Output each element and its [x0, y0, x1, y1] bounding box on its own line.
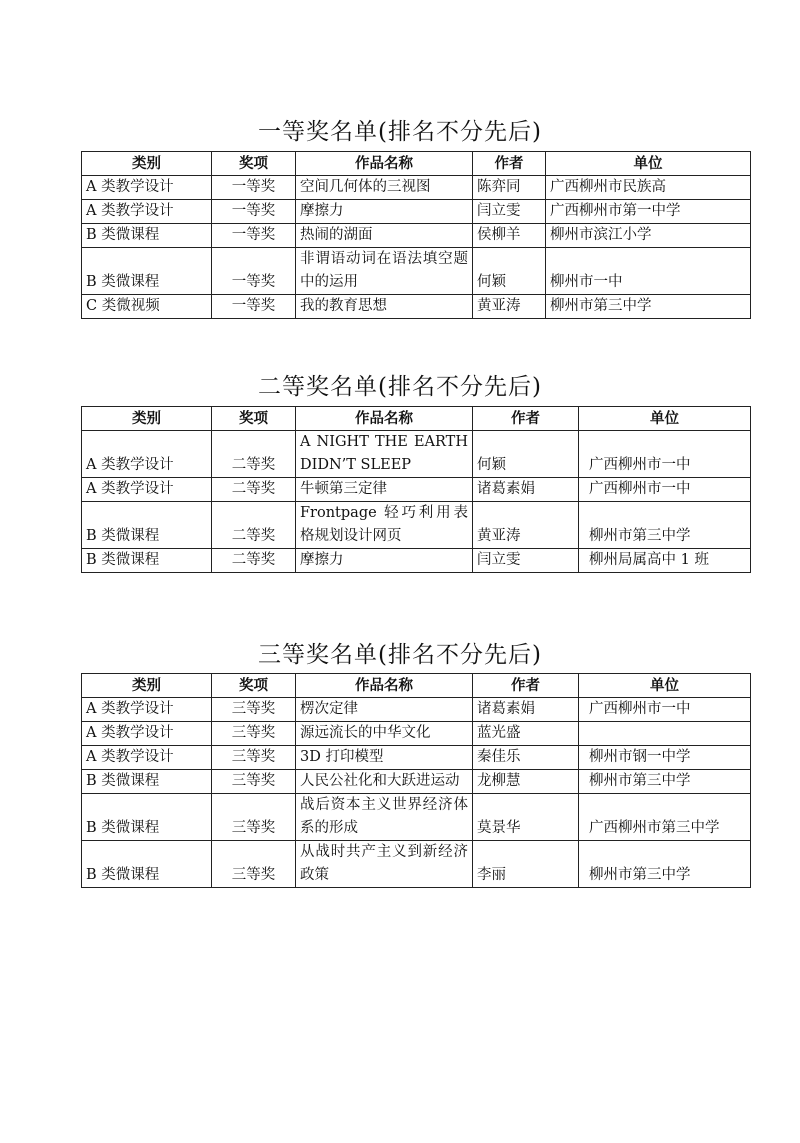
header-prize: 奖项 — [212, 152, 296, 176]
table-row — [82, 770, 751, 794]
cell-unit: 广西柳州市民族高 — [546, 176, 751, 200]
cell-author: 龙柳慧 — [473, 770, 579, 794]
cell-prize: 一等奖 — [212, 200, 296, 224]
second-prize-title: 二等奖名单(排名不分先后) — [258, 374, 542, 400]
header-unit: 单位 — [579, 674, 751, 698]
cell-prize: 三等奖 — [212, 770, 296, 794]
cell-category: B 类微课程 — [82, 841, 212, 888]
header-unit: 单位 — [579, 407, 751, 431]
cell-prize: 三等奖 — [212, 794, 296, 841]
cell-unit: 广西柳州市第三中学 — [579, 794, 751, 841]
table-row — [82, 794, 751, 841]
cell-author: 黄亚涛 — [473, 295, 546, 319]
table-row — [82, 698, 751, 722]
header-work: 作品名称 — [296, 407, 473, 431]
table-row — [82, 549, 751, 573]
third-prize-title: 三等奖名单(排名不分先后) — [258, 642, 542, 668]
table-row — [82, 841, 751, 888]
cell-work: 从战时共产主义到新经济政策 — [296, 841, 473, 888]
cell-prize: 三等奖 — [212, 722, 296, 746]
cell-unit: 柳州市第三中学 — [546, 295, 751, 319]
header-category: 类别 — [82, 152, 212, 176]
cell-prize: 一等奖 — [212, 224, 296, 248]
third-prize-table — [81, 673, 751, 888]
cell-category: A 类教学设计 — [82, 176, 212, 200]
cell-unit: 柳州局属高中 1 班 — [579, 549, 751, 573]
cell-author: 侯柳羊 — [473, 224, 546, 248]
cell-work: 热闹的湖面 — [296, 224, 473, 248]
header-prize: 奖项 — [212, 674, 296, 698]
cell-unit — [579, 722, 751, 746]
table-header-row — [82, 674, 751, 698]
header-author: 作者 — [473, 674, 579, 698]
cell-work: Frontpage 轻巧利用表格规划设计网页 — [296, 502, 473, 549]
table-header-row — [82, 407, 751, 431]
cell-unit: 柳州市滨江小学 — [546, 224, 751, 248]
cell-category: A 类教学设计 — [82, 698, 212, 722]
table-row — [82, 722, 751, 746]
cell-prize: 三等奖 — [212, 698, 296, 722]
cell-prize: 三等奖 — [212, 746, 296, 770]
cell-author: 闫立雯 — [473, 200, 546, 224]
header-work: 作品名称 — [296, 674, 473, 698]
header-prize: 奖项 — [212, 407, 296, 431]
cell-author: 莫景华 — [473, 794, 579, 841]
cell-unit: 柳州市第三中学 — [579, 770, 751, 794]
cell-category: B 类微课程 — [82, 502, 212, 549]
cell-unit: 柳州市一中 — [546, 248, 751, 295]
cell-unit: 广西柳州市一中 — [579, 478, 751, 502]
cell-unit: 柳州市第三中学 — [579, 841, 751, 888]
cell-author: 何颖 — [473, 431, 579, 478]
cell-prize: 一等奖 — [212, 248, 296, 295]
cell-work: 楞次定律 — [296, 698, 473, 722]
cell-work: 战后资本主义世界经济体系的形成 — [296, 794, 473, 841]
cell-prize: 二等奖 — [212, 502, 296, 549]
header-category: 类别 — [82, 674, 212, 698]
cell-prize: 三等奖 — [212, 841, 296, 888]
header-author: 作者 — [473, 407, 579, 431]
cell-unit: 广西柳州市第一中学 — [546, 200, 751, 224]
cell-category: B 类微课程 — [82, 224, 212, 248]
cell-category: A 类教学设计 — [82, 722, 212, 746]
table-header-row — [82, 152, 751, 176]
first-prize-table — [81, 151, 751, 319]
cell-author: 诸葛素娟 — [473, 478, 579, 502]
cell-category: B 类微课程 — [82, 248, 212, 295]
cell-author: 黄亚涛 — [473, 502, 579, 549]
cell-work: 源远流长的中华文化 — [296, 722, 473, 746]
cell-work: A NIGHT THE EARTH DIDN’T SLEEP — [296, 431, 473, 478]
second-prize-table — [81, 406, 751, 573]
cell-work: 摩擦力 — [296, 200, 473, 224]
header-category: 类别 — [82, 407, 212, 431]
cell-category: A 类教学设计 — [82, 200, 212, 224]
cell-unit: 广西柳州市一中 — [579, 698, 751, 722]
cell-author: 秦佳乐 — [473, 746, 579, 770]
cell-prize: 二等奖 — [212, 431, 296, 478]
cell-category: B 类微课程 — [82, 770, 212, 794]
cell-category: B 类微课程 — [82, 794, 212, 841]
table-row — [82, 502, 751, 549]
cell-prize: 一等奖 — [212, 295, 296, 319]
table-row — [82, 224, 751, 248]
cell-unit: 广西柳州市一中 — [579, 431, 751, 478]
cell-prize: 二等奖 — [212, 478, 296, 502]
cell-category: A 类教学设计 — [82, 478, 212, 502]
cell-category: B 类微课程 — [82, 549, 212, 573]
cell-author: 闫立雯 — [473, 549, 579, 573]
cell-category: A 类教学设计 — [82, 746, 212, 770]
cell-work: 我的教育思想 — [296, 295, 473, 319]
table-row — [82, 295, 751, 319]
table-row — [82, 431, 751, 478]
cell-prize: 二等奖 — [212, 549, 296, 573]
first-prize-title: 一等奖名单(排名不分先后) — [258, 119, 542, 145]
cell-author: 诸葛素娟 — [473, 698, 579, 722]
header-work: 作品名称 — [296, 152, 473, 176]
cell-prize: 一等奖 — [212, 176, 296, 200]
cell-unit: 柳州市第三中学 — [579, 502, 751, 549]
table-row — [82, 176, 751, 200]
cell-work: 非谓语动词在语法填空题中的运用 — [296, 248, 473, 295]
cell-category: C 类微视频 — [82, 295, 212, 319]
header-unit: 单位 — [546, 152, 751, 176]
cell-author: 陈弈同 — [473, 176, 546, 200]
cell-work: 3D 打印模型 — [296, 746, 473, 770]
cell-author: 何颖 — [473, 248, 546, 295]
header-author: 作者 — [473, 152, 546, 176]
cell-unit: 柳州市钢一中学 — [579, 746, 751, 770]
table-row — [82, 200, 751, 224]
cell-category: A 类教学设计 — [82, 431, 212, 478]
cell-work: 空间几何体的三视图 — [296, 176, 473, 200]
table-row — [82, 478, 751, 502]
cell-work: 牛顿第三定律 — [296, 478, 473, 502]
cell-work: 摩擦力 — [296, 549, 473, 573]
cell-author: 蓝光盛 — [473, 722, 579, 746]
cell-author: 李丽 — [473, 841, 579, 888]
table-row — [82, 746, 751, 770]
cell-work: 人民公社化和大跃进运动 — [296, 770, 473, 794]
table-row — [82, 248, 751, 295]
